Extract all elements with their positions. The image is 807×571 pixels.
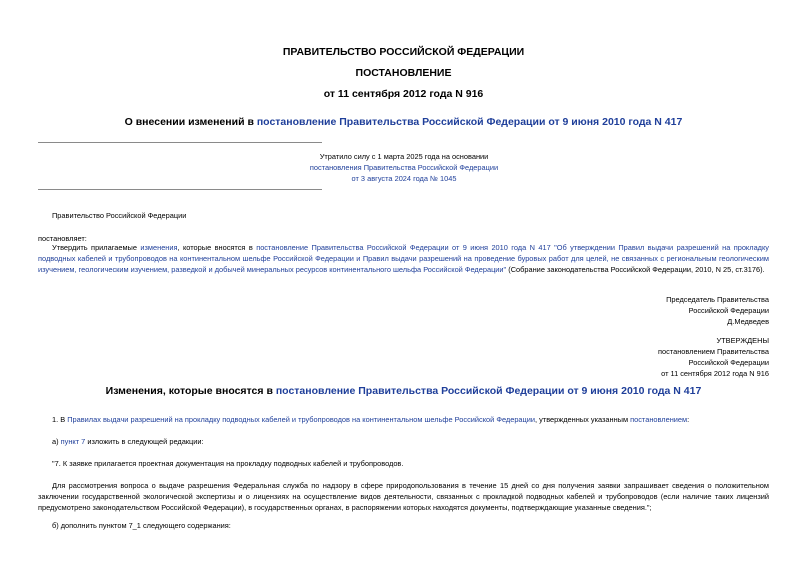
- change-item-b: б) дополнить пунктом 7_1 следующего содержания:: [52, 521, 231, 530]
- item-text: а): [52, 437, 61, 446]
- signature-position: Председатель Правительства: [666, 295, 769, 304]
- changes-heading-prefix: Изменения, которые вносятся в: [105, 385, 276, 397]
- rules-link[interactable]: Правилах выдачи разрешений на прокладку подводных кабелей и трубопроводов на континентальном шельфе Российской Федерации: [67, 415, 536, 424]
- document-type: ПОСТАНОВЛЕНИЕ: [355, 67, 452, 79]
- government-heading: ПРАВИТЕЛЬСТВО РОССИЙСКОЙ ФЕДЕРАЦИИ: [282, 46, 525, 58]
- paragraph-text: Утвердить прилагаемые: [52, 243, 141, 252]
- item-text: :: [687, 415, 690, 424]
- point-7-link[interactable]: пункт 7: [60, 437, 86, 446]
- resolves-text: постановляет:: [38, 234, 87, 243]
- resolution-417-link[interactable]: постановление Правительства Российской Федерации от 9 июня 2010 года N 417 "Об утверждении Правил выдачи разрешений на прокладку подводных кабелей и трубопроводов на континентальном шельфе Российской Федерации и Правил выдачи разрешений на проведение буровых работ для целей, не связанных с региональным геологическим изучением, геологическим изучением, разведкой и добычей минеральных ресурсов континентального шельфа Российской Федерации": [38, 243, 769, 274]
- approval-line: постановлением Правительства: [658, 347, 769, 356]
- change-item-a: [52, 436, 204, 447]
- document-title: [0, 116, 807, 128]
- approval-word: УТВЕРЖДЕНЫ: [716, 336, 769, 345]
- status-note: [246, 151, 562, 184]
- resolution-link[interactable]: постановлением: [630, 415, 688, 424]
- item-text: 1. В: [52, 415, 68, 424]
- paragraph-text: (Собрание законодательства Российской Федерации, 2010, N 25, ст.3176).: [506, 265, 765, 274]
- paragraph-text: , которые вносятся в: [177, 243, 257, 252]
- repeal-act-link[interactable]: постановления Правительства Российской Федерации: [309, 163, 499, 172]
- status-divider-bottom: [38, 189, 322, 190]
- changes-heading-link[interactable]: постановление Правительства Российской Федерации от 9 июня 2010 года N 417: [275, 385, 702, 397]
- signature-position-2: Российской Федерации: [688, 306, 769, 315]
- quote-point-7: "7. К заявке прилагается проектная документация на прокладку подводных кабелей и трубопроводов.: [52, 459, 404, 468]
- government-text: Правительство Российской Федерации: [52, 211, 187, 220]
- status-divider-top: [38, 142, 322, 143]
- signature-block: [469, 294, 769, 327]
- item-text: изложить в следующей редакции:: [85, 437, 204, 446]
- repeal-act-date-link[interactable]: от 3 августа 2024 года № 1045: [351, 174, 457, 183]
- title-amended-act-link[interactable]: постановление Правительства Российской Федерации от 9 июня 2010 года N 417: [256, 116, 683, 128]
- document-title-prefix: О внесении изменений в: [124, 116, 257, 128]
- signature-name: Д.Медведев: [727, 317, 769, 326]
- approval-line: Российской Федерации: [688, 358, 769, 367]
- change-item-1: [52, 414, 769, 425]
- review-paragraph: Для рассмотрения вопроса о выдаче разрешения Федеральная служба по надзору в сфере природопользования в течение 15 дней со дня получения заявки запрашивает сведения о положительном заключении государственной экологической экспертизы и о лицензиях на осуществление видов деятельности, связанных с прокладкой подводных кабелей и трубопроводов (если наличие таких лицензий предусмотрено законодательством Российской Федерации), в государственных органах, в распоряжении которых находятся документы, подтверждающие указанные сведения.";: [38, 481, 769, 512]
- item-text: , утвержденных указанным: [535, 415, 631, 424]
- changes-link[interactable]: изменения: [140, 243, 178, 252]
- changes-heading: [0, 385, 807, 397]
- approval-block: [469, 335, 769, 379]
- document-date-number: от 11 сентября 2012 года N 916: [323, 88, 484, 100]
- approval-date: от 11 сентября 2012 года N 916: [661, 369, 769, 378]
- resolution-paragraph: [38, 242, 769, 275]
- status-note-text: Утратило силу с 1 марта 2025 года на основании: [319, 152, 489, 161]
